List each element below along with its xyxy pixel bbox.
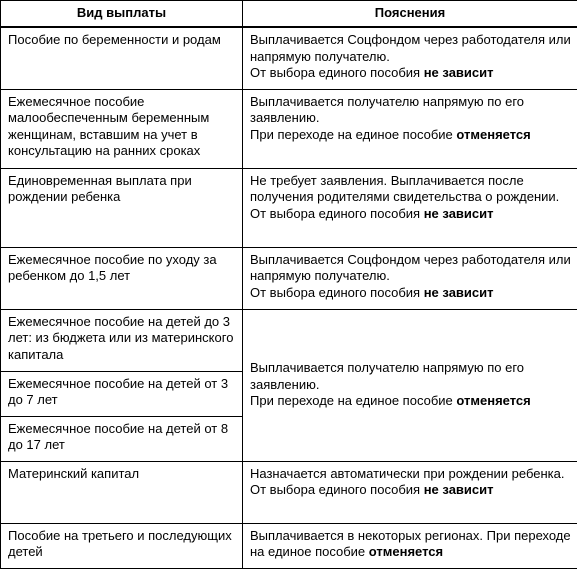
explanation-text: Назначается автоматически при рождении ребенка. От выбора единого пособия (250, 465, 565, 497)
explanation-text: Выплачивается получателю напрямую по его заявлению. (250, 360, 525, 392)
explanation-status: отменяется (456, 126, 531, 142)
explanation-prefix: При переходе на единое пособие (250, 126, 453, 142)
explanation-status: отменяется (368, 544, 444, 559)
explanation-cell (243, 247, 577, 309)
column-header-explanations: Пояснения (243, 1, 577, 28)
explanation-prefix: При переходе на единое пособие (250, 393, 453, 409)
table-row (1, 461, 577, 523)
payment-type-cell: Ежемесячное пособие малообеспеченным беременным женщинам, вставшим на учет в консультацию на ранних сроках (1, 89, 243, 168)
explanation-text: Не требует заявления. Выплачивается после получения родителями свидетельства о рождении. (250, 172, 560, 204)
explanation-status: не зависит (423, 284, 494, 300)
explanation-cell-merged (243, 309, 577, 461)
explanation-prefix: От выбора единого пособия (250, 65, 421, 80)
explanation-prefix: От выбора единого пособия (250, 205, 421, 221)
table-row (1, 168, 577, 247)
table-row (1, 523, 577, 568)
column-header-payment-type: Вид выплаты (1, 1, 243, 28)
payment-type-cell: Материнский капитал (1, 461, 243, 523)
table-row (1, 247, 577, 309)
explanation-cell (243, 461, 577, 523)
payment-type-cell: Единовременная выплата при рождении ребенка (1, 168, 243, 247)
payment-type-cell: Ежемесячное пособие на детей от 8 до 17 лет (1, 416, 243, 461)
explanation-status: не зависит (423, 205, 494, 221)
table-header-row (1, 1, 577, 28)
table-row (1, 309, 577, 371)
explanation-prefix: От выбора единого пособия (250, 284, 421, 300)
explanation-text: Выплачивается Соцфондом через работодателя или напрямую получателю. (250, 32, 571, 64)
payment-type-cell: Пособие по беременности и родам (1, 27, 243, 89)
table-row (1, 89, 577, 168)
payment-type-cell: Ежемесячное пособие на детей от 3 до 7 лет (1, 371, 243, 416)
payment-type-cell: Пособие на третьего и последующих детей (1, 523, 243, 568)
explanation-status: отменяется (456, 393, 531, 409)
payment-type-cell: Ежемесячное пособие по уходу за ребенком до 1,5 лет (1, 247, 243, 309)
explanation-cell (243, 523, 577, 568)
table-row (1, 27, 577, 89)
explanation-text: Выплачивается получателю напрямую по его заявлению. (250, 93, 525, 125)
explanation-text: Выплачивается Соцфондом через работодателя или напрямую получателю. (250, 251, 571, 283)
explanation-cell (243, 168, 577, 247)
explanation-status: не зависит (423, 482, 494, 497)
explanation-status: не зависит (423, 65, 494, 80)
explanation-cell (243, 27, 577, 89)
explanation-cell (243, 89, 577, 168)
payment-type-cell: Ежемесячное пособие на детей до 3 лет: из бюджета или из материнского капитала (1, 309, 243, 371)
explanation-text: Выплачивается в некоторых регионах. При переходе на единое пособие (250, 527, 571, 559)
